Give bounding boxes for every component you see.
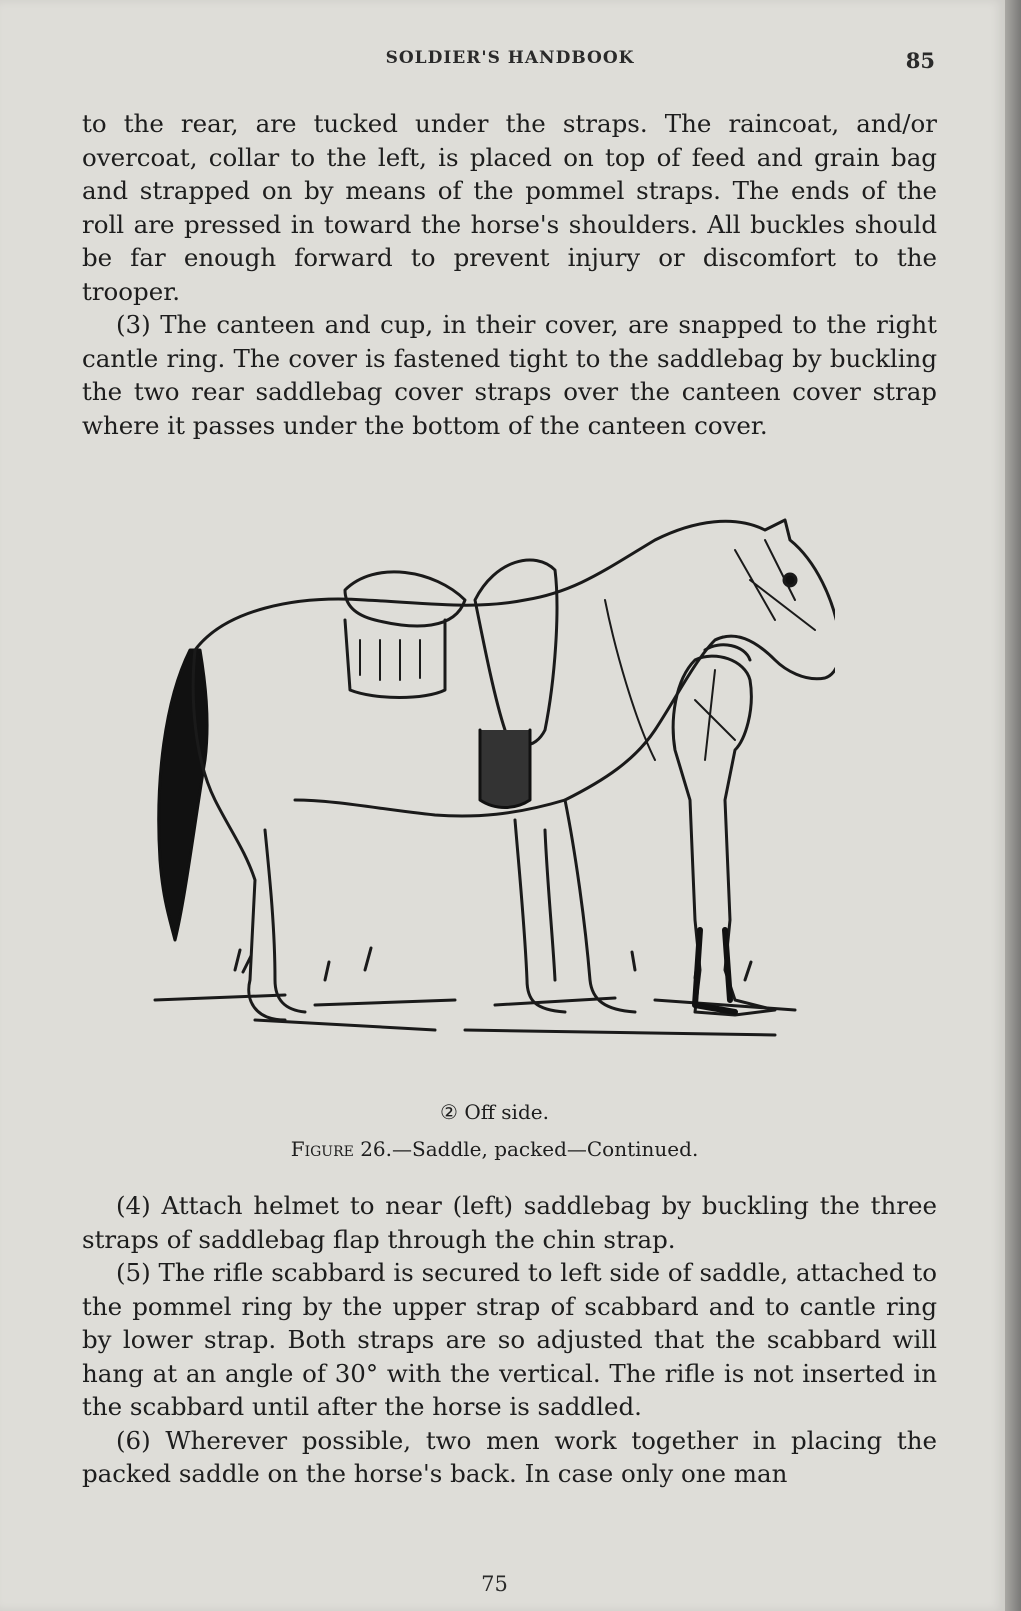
paragraph: (4) Attach helmet to near (left) saddlebag by buckling the three straps of saddlebag flap through the chin strap. bbox=[82, 1191, 937, 1254]
running-head: SOLDIER'S HANDBOOK bbox=[385, 48, 635, 68]
page-number: 85 bbox=[905, 48, 935, 73]
paragraph: to the rear, are tucked under the straps. The raincoat, and/or overcoat, collar to the left, is placed on top of feed and grain bag and strapped on by means of the pommel straps. The ends of the roll are pressed in toward the horse's shoulders. All buckles should be far enough forward to prevent injury or discomfort to the trooper. bbox=[82, 109, 937, 306]
page-edge bbox=[1005, 0, 1021, 1611]
page-header bbox=[85, 48, 935, 78]
figure-caption bbox=[0, 1137, 989, 1161]
figure-subcaption: ② Off side. bbox=[440, 1100, 549, 1124]
figure-caption-text: —Saddle, packed—Continued. bbox=[392, 1137, 699, 1161]
horse-illustration bbox=[135, 500, 835, 1090]
folio-number: 75 bbox=[481, 1572, 508, 1596]
paragraph: (5) The rifle scabbard is secured to left side of saddle, attached to the pommel ring by the upper strap of scabbard and to cantle ring by lower strap. Both straps are so adjusted that the scabbard will hang at an angle of 30° with the vertical. The rifle is not inserted in the scabbard until after the horse is saddled. bbox=[82, 1258, 937, 1421]
paragraph: (6) Wherever possible, two men work together in placing the packed saddle on the horse's back. In case only one man bbox=[82, 1425, 937, 1488]
figure-label: Figure 26. bbox=[290, 1137, 393, 1161]
paragraph: (3) The canteen and cup, in their cover, are snapped to the right cantle ring. The cover is fastened tight to the saddlebag by buckling the two rear saddlebag cover straps over the canteen cover strap where it passes under the bottom of the canteen cover. bbox=[82, 310, 937, 440]
body-text-bottom bbox=[82, 1189, 937, 1491]
body-text-top bbox=[82, 107, 937, 442]
